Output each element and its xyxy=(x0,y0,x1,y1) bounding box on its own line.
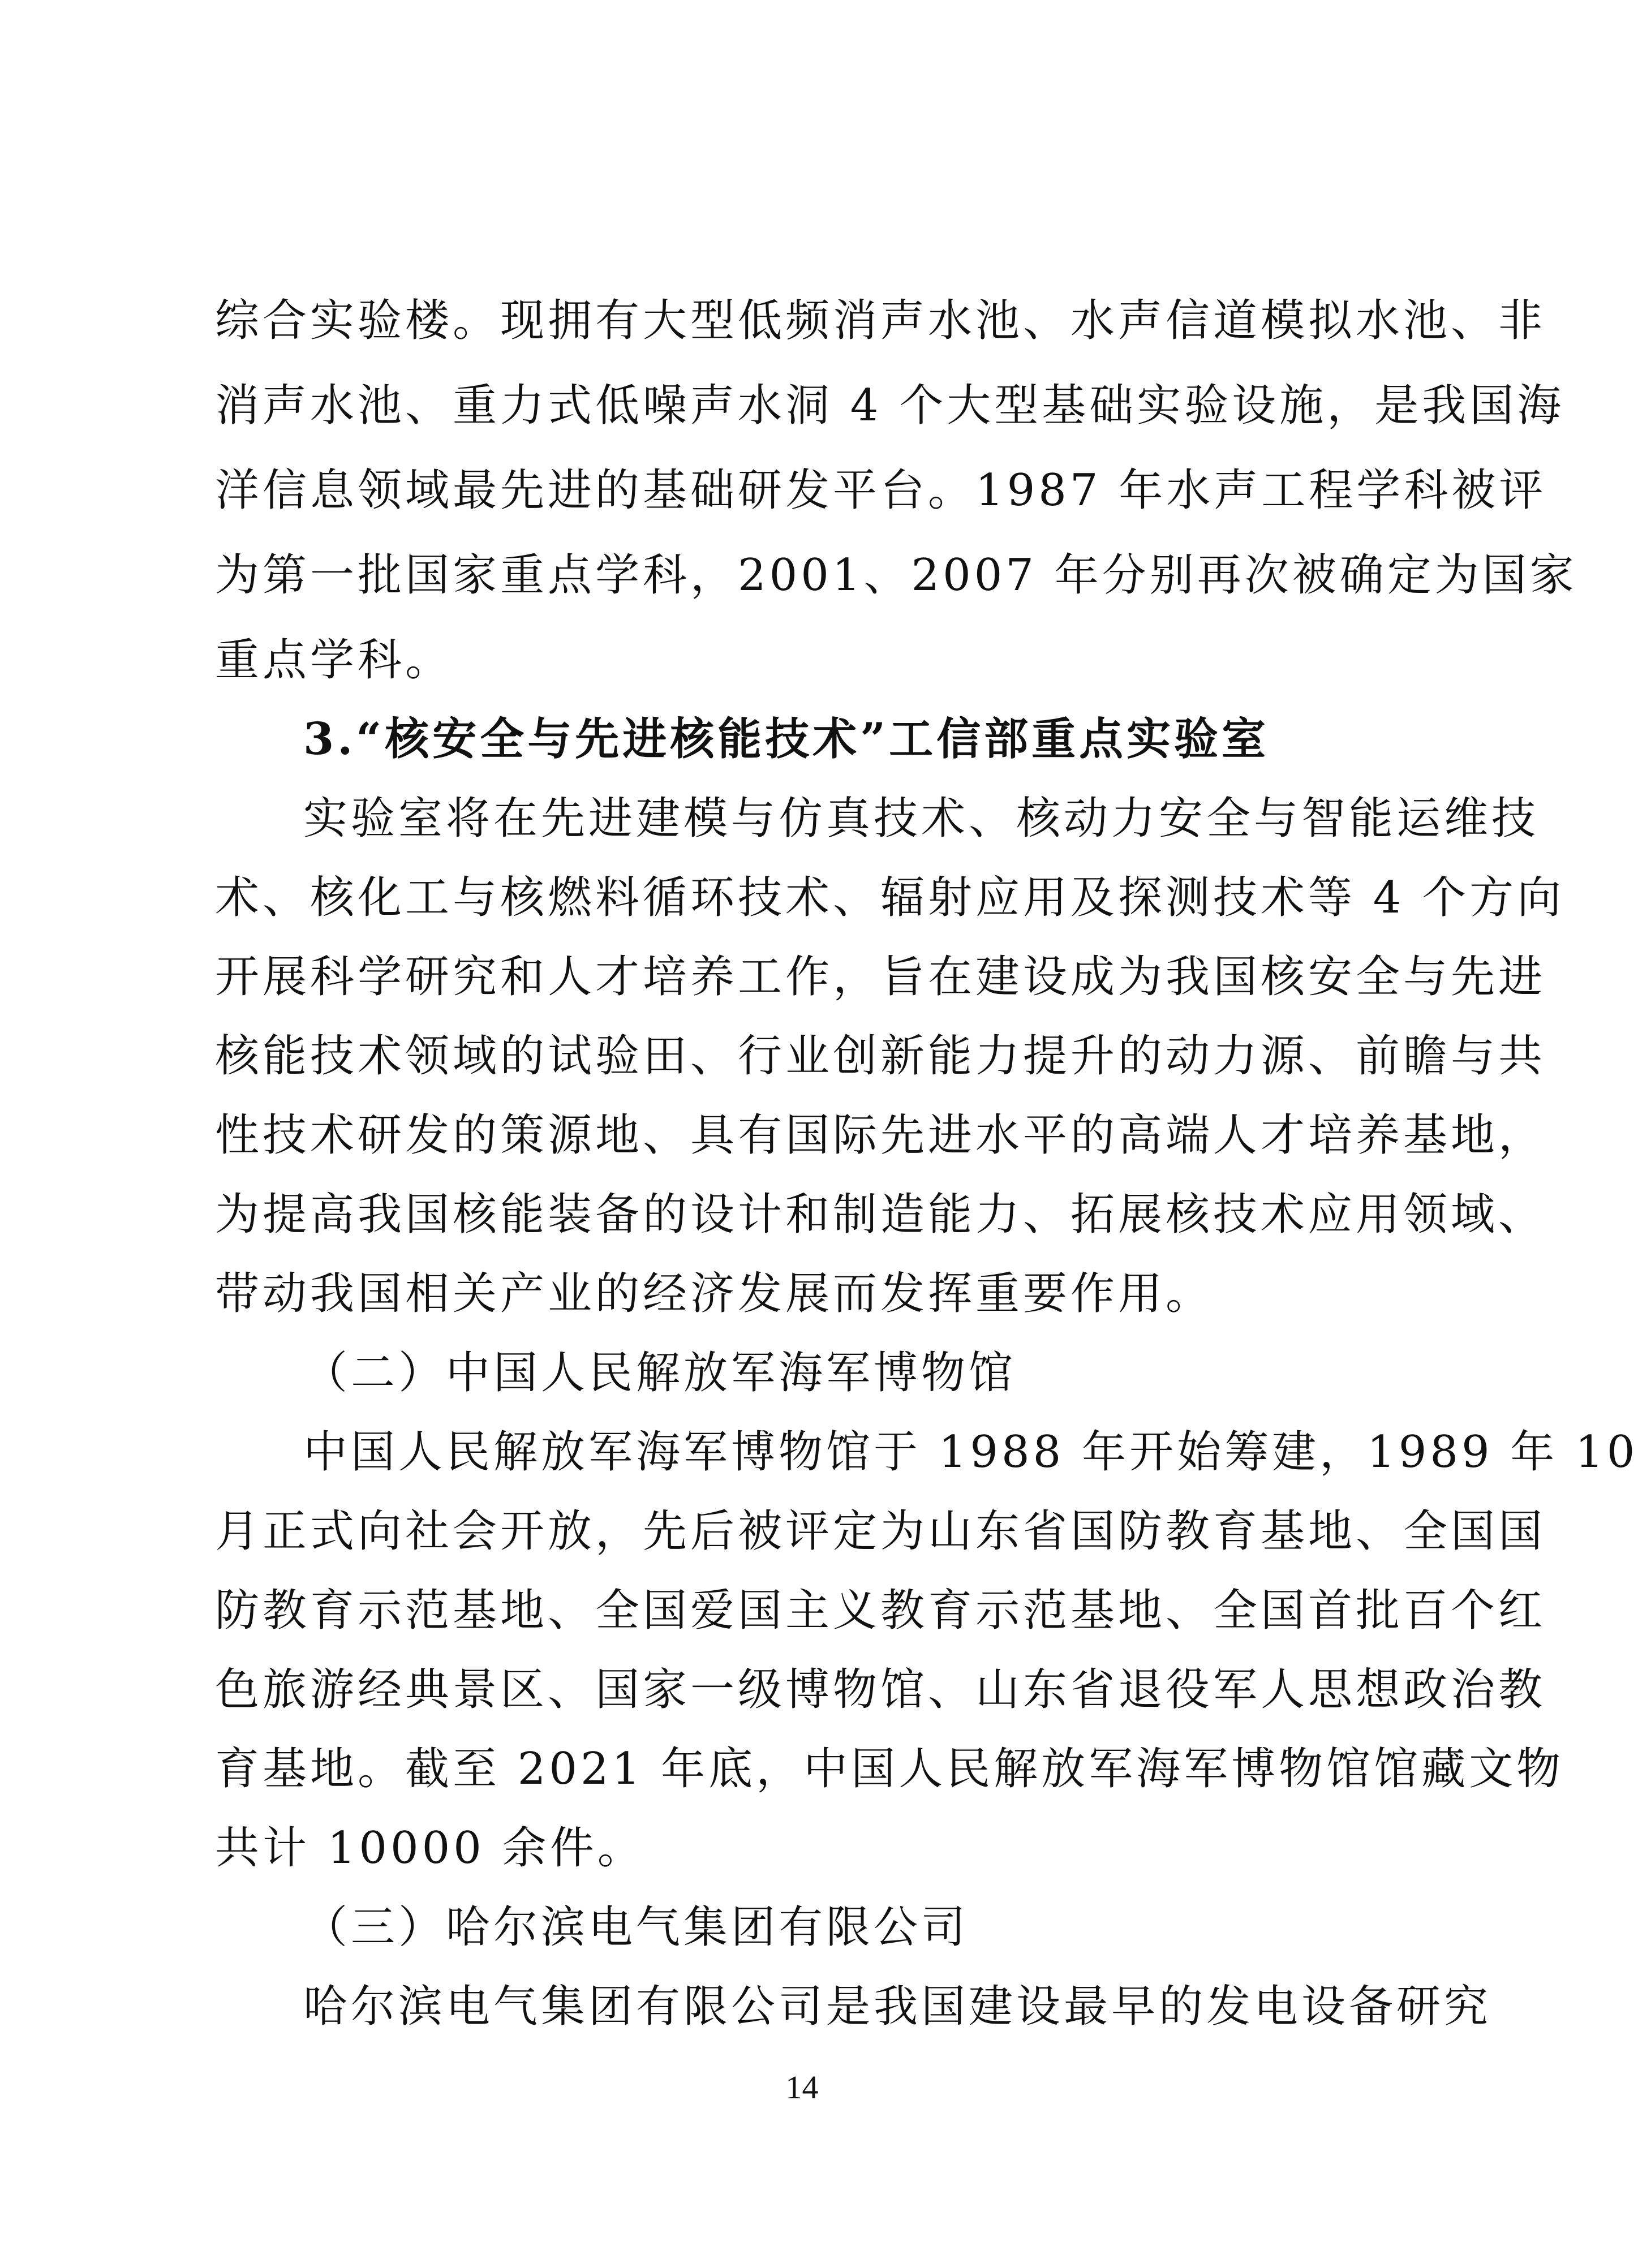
paragraph-line: 洋信息领域最先进的基础研发平台。1987 年水声工程学科被评 xyxy=(215,465,1547,516)
paragraph-line: 开展科学研究和人才培养工作，旨在建设成为我国核安全与先进 xyxy=(215,952,1546,1002)
subsection-heading: （三）哈尔滨电气集团有限公司 xyxy=(303,1902,969,1953)
paragraph-line: 防教育示范基地、全国爱国主义教育示范基地、全国首批百个红 xyxy=(215,1585,1546,1636)
paragraph-line: 为第一批国家重点学科，2001、2007 年分别再次被确定为国家 xyxy=(215,550,1577,601)
paragraph-line: 性技术研发的策源地、具有国际先进水平的高端人才培养基地， xyxy=(215,1110,1546,1161)
page-number: 14 xyxy=(785,2069,819,2106)
paragraph-line: 共计 10000 余件。 xyxy=(215,1823,645,1874)
paragraph-line: 术、核化工与核燃料循环技术、辐射应用及探测技术等 4 个方向 xyxy=(215,872,1565,923)
subsection-heading: （二）中国人民解放军海军博物馆 xyxy=(303,1348,1017,1398)
paragraph-line: 带动我国相关产业的经济发展而发挥重要作用。 xyxy=(215,1268,1214,1319)
paragraph-line: 育基地。截至 2021 年底，中国人民解放军海军博物馆馆藏文物 xyxy=(215,1744,1564,1794)
paragraph-line: 重点学科。 xyxy=(215,635,453,686)
paragraph-line: 实验室将在先进建模与仿真技术、核动力安全与智能运维技 xyxy=(303,793,1540,844)
paragraph-line: 哈尔滨电气集团有限公司是我国建设最早的发电设备研究 xyxy=(303,1981,1492,2032)
paragraph-line: 为提高我国核能装备的设计和制造能力、拓展核技术应用领域、 xyxy=(215,1189,1546,1240)
paragraph-line: 核能技术领域的试验田、行业创新能力提升的动力源、前瞻与共 xyxy=(215,1031,1546,1082)
paragraph-line: 综合实验楼。现拥有大型低频消声水池、水声信道模拟水池、非 xyxy=(215,295,1546,346)
paragraph-line: 消声水池、重力式低噪声水洞 4 个大型基础实验设施，是我国海 xyxy=(215,380,1565,431)
paragraph-line: 月正式向社会开放，先后被评定为山东省国防教育基地、全国国 xyxy=(215,1506,1546,1557)
paragraph-line: 色旅游经典景区、国家一级博物馆、山东省退役军人思想政治教 xyxy=(215,1664,1546,1715)
section-heading: 3.“核安全与先进核能技术”工信部重点实验室 xyxy=(303,713,1270,765)
paragraph-line: 中国人民解放军海军博物馆于 1988 年开始筹建，1989 年 10 xyxy=(303,1427,1638,1478)
